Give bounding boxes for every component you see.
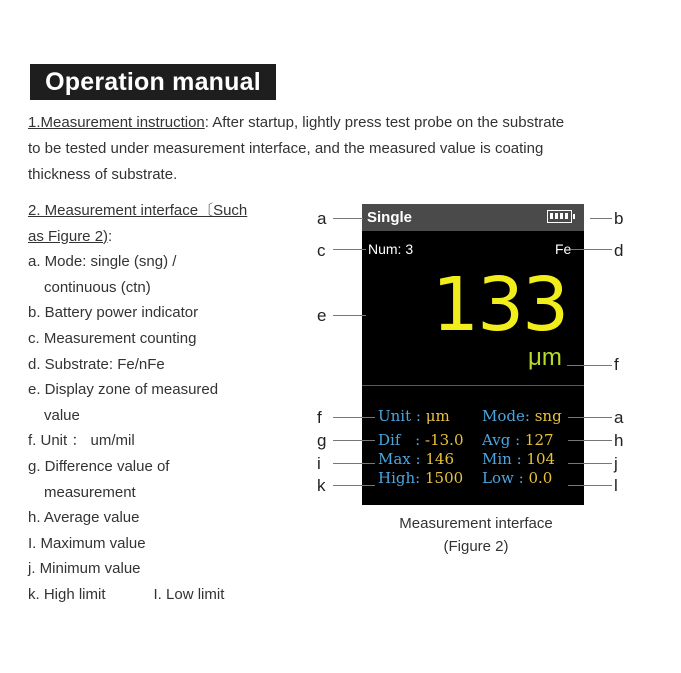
callout-l: l <box>614 476 618 495</box>
unit-label: Unit : <box>378 407 421 425</box>
list-item: j. Minimum value <box>28 560 141 578</box>
mode-label: Mode: <box>482 407 530 425</box>
callout-f-left: f <box>317 408 322 427</box>
leader-line <box>571 249 612 250</box>
callout-b: b <box>614 209 624 228</box>
leader-line <box>567 365 612 366</box>
intro-paragraph <box>28 110 578 188</box>
leader-line <box>568 463 612 464</box>
screen-divider <box>362 385 584 386</box>
low-label: Low : <box>482 469 524 487</box>
list-heading-suffix: : <box>108 227 113 245</box>
intro-text: : After startup, lightly press test probe on the substrate to be tested under measurement interface, and the measured value is coating thickness of substrate. <box>28 114 565 183</box>
callout-k: k <box>317 476 326 495</box>
list-item: measurement <box>44 483 136 501</box>
list-item: value <box>44 406 80 424</box>
list-item: k. High limit <box>28 585 106 603</box>
min-label: Min : <box>482 450 522 468</box>
list-item: h. Average value <box>28 509 140 527</box>
callout-i: i <box>317 454 321 473</box>
list-item: d. Substrate: Fe/nFe <box>28 355 165 373</box>
leader-line <box>333 463 375 464</box>
figure-number: (Figure 2) <box>443 538 509 555</box>
leader-line <box>590 218 612 219</box>
min-value: 104 <box>526 450 556 468</box>
callout-h: h <box>614 431 624 450</box>
leader-line <box>333 485 375 486</box>
leader-line <box>333 249 366 250</box>
callout-d: d <box>614 241 624 260</box>
leader-line <box>568 440 612 441</box>
list-item: I. Low limit <box>153 585 225 603</box>
callout-f-right: f <box>614 355 619 374</box>
callout-e: e <box>317 306 327 325</box>
callout-a-left: a <box>317 209 327 228</box>
avg-label: Avg : <box>482 431 521 449</box>
dif-separator: : <box>415 431 421 449</box>
interface-legend-list <box>28 198 288 608</box>
max-value: 146 <box>425 450 455 468</box>
list-item: continuous (ctn) <box>44 278 151 296</box>
callout-g: g <box>317 431 327 450</box>
list-item: e. Display zone of measured <box>28 381 219 399</box>
list-item: b. Battery power indicator <box>28 304 199 322</box>
leader-line <box>333 440 375 441</box>
measurement-count: Num: 3 <box>368 241 414 257</box>
leader-line <box>333 417 375 418</box>
battery-icon <box>547 210 572 223</box>
dif-value: -13.0 <box>425 431 464 449</box>
callout-a-right: a <box>614 408 624 427</box>
list-heading-line2: as Figure 2) <box>28 227 109 245</box>
mode-value: sng <box>534 407 562 425</box>
leader-line <box>333 315 366 316</box>
list-item: I. Maximum value <box>28 534 146 552</box>
leader-line <box>333 218 363 219</box>
leader-line <box>568 485 612 486</box>
measured-value: 133 <box>432 262 568 348</box>
leader-line <box>568 417 612 418</box>
page-title: Operation manual <box>30 64 276 100</box>
mode-title: Single <box>367 209 413 226</box>
dif-label: Dif <box>378 431 401 449</box>
avg-value: 127 <box>524 431 554 449</box>
list-item: g. Difference value of <box>28 457 170 475</box>
figure-caption: Measurement interface <box>399 515 553 532</box>
unit-display: μm <box>528 344 562 371</box>
high-value: 1500 <box>424 469 464 487</box>
intro-heading: 1.Measurement instruction <box>28 114 205 131</box>
list-item: c. Measurement counting <box>28 329 197 347</box>
substrate-label: Fe <box>555 241 572 257</box>
unit-value: μm <box>425 407 450 425</box>
list-item: f. Unit ： um/mil <box>28 432 135 450</box>
max-label: Max : <box>378 450 421 468</box>
callout-c: c <box>317 241 326 260</box>
callout-j: j <box>614 454 618 473</box>
low-value: 0.0 <box>528 469 553 487</box>
list-item: a. Mode: single (sng) / <box>28 253 177 271</box>
high-label: High: <box>378 469 421 487</box>
list-heading-line1: 2. Measurement interface〔Such <box>28 202 248 219</box>
device-screen <box>362 204 584 505</box>
